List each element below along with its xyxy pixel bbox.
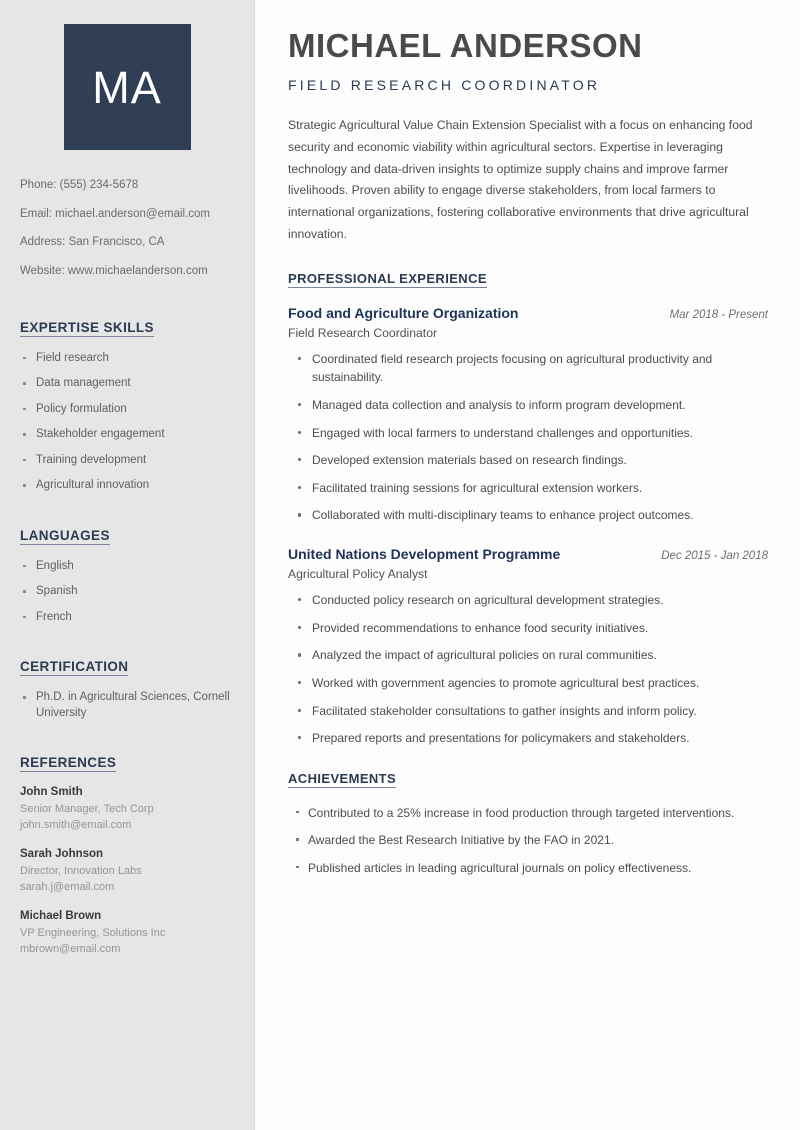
list-item: Coordinated field research projects focusing on agricultural productivity and sustainability. bbox=[288, 350, 768, 387]
reference-item bbox=[20, 848, 234, 896]
reference-item bbox=[20, 786, 234, 834]
expertise-skills-heading: EXPERTISE SKILLS bbox=[20, 319, 154, 335]
list-item: Training development bbox=[20, 453, 234, 469]
list-item: Worked with government agencies to promote agricultural best practices. bbox=[288, 674, 768, 693]
list-item: French bbox=[20, 610, 234, 626]
main-content bbox=[255, 0, 800, 1130]
experience-heading: PROFESSIONAL EXPERIENCE bbox=[288, 270, 487, 286]
reference-email[interactable]: sarah.j@email.com bbox=[20, 881, 115, 894]
expertise-skills-section bbox=[20, 292, 234, 494]
references-section bbox=[20, 731, 234, 958]
reference-role: Director, Innovation Labs bbox=[20, 865, 142, 878]
list-item: Engaged with local farmers to understand challenges and opportunities. bbox=[288, 424, 768, 443]
achievements-heading: ACHIEVEMENTS bbox=[288, 770, 397, 786]
languages-section bbox=[20, 504, 234, 626]
job-role: Field Research Coordinator bbox=[288, 325, 438, 340]
contact-email[interactable]: Email: michael.anderson@email.com bbox=[20, 207, 210, 220]
expertise-skills-list bbox=[20, 351, 234, 494]
languages-heading: LANGUAGES bbox=[20, 527, 110, 543]
avatar-wrap bbox=[20, 0, 234, 150]
list-item: Stakeholder engagement bbox=[20, 427, 234, 443]
professional-summary: Strategic Agricultural Value Chain Extension Specialist with a focus on enhancing food security and economic viability within agricultural sectors. Expertise in leveraging technology and data-driven insights to optimize supply chains and improve farmer livelihoods. Proven ability to engage diverse stakeholders, from local farmers to international organizations, fostering collaborative environments that drive agricultural innovation. bbox=[288, 118, 753, 241]
achievements-list bbox=[288, 804, 768, 878]
list-item: Published articles in leading agricultural journals on policy effectiveness. bbox=[288, 859, 768, 878]
list-item: Policy formulation bbox=[20, 402, 234, 418]
contact-address: Address: San Francisco, CA bbox=[20, 236, 165, 249]
languages-list bbox=[20, 559, 234, 626]
reference-role: VP Engineering, Solutions Inc bbox=[20, 927, 166, 940]
list-item: Contributed to a 25% increase in food production through targeted interventions. bbox=[288, 804, 768, 823]
reference-item bbox=[20, 910, 234, 958]
sidebar bbox=[0, 0, 255, 1130]
reference-name: Sarah Johnson bbox=[20, 848, 104, 861]
contact-phone: Phone: (555) 234-5678 bbox=[20, 179, 139, 191]
responsibility-list bbox=[288, 350, 768, 525]
list-item: Developed extension materials based on research findings. bbox=[288, 451, 768, 470]
list-item: Provided recommendations to enhance food security initiatives. bbox=[288, 619, 768, 638]
list-item: Ph.D. in Agricultural Sciences, Cornell University bbox=[20, 690, 234, 721]
reference-role: Senior Manager, Tech Corp bbox=[20, 803, 154, 816]
list-item: Awarded the Best Research Initiative by the FAO in 2021. bbox=[288, 831, 768, 850]
page-title: MICHAEL ANDERSON bbox=[288, 27, 643, 64]
employer-name: United Nations Development Programme bbox=[288, 545, 561, 562]
reference-email[interactable]: mbrown@email.com bbox=[20, 943, 121, 956]
list-item: Prepared reports and presentations for policymakers and stakeholders. bbox=[288, 729, 768, 748]
experience-entry bbox=[288, 545, 768, 748]
responsibility-list bbox=[288, 591, 768, 748]
references-heading: REFERENCES bbox=[20, 755, 117, 771]
employer-name: Food and Agriculture Organization bbox=[288, 304, 519, 321]
list-item: Managed data collection and analysis to inform program development. bbox=[288, 396, 768, 415]
list-item: Spanish bbox=[20, 584, 234, 600]
reference-name: John Smith bbox=[20, 786, 83, 799]
professional-title: FIELD RESEARCH COORDINATOR bbox=[288, 77, 601, 94]
list-item: Field research bbox=[20, 351, 234, 367]
contact-website[interactable]: Website: www.michaelanderson.com bbox=[20, 265, 208, 278]
list-item: Collaborated with multi-disciplinary teams to enhance project outcomes. bbox=[288, 506, 768, 525]
job-role: Agricultural Policy Analyst bbox=[288, 567, 428, 582]
list-item: Agricultural innovation bbox=[20, 478, 234, 494]
list-item: Analyzed the impact of agricultural policies on rural communities. bbox=[288, 646, 768, 665]
certification-heading: CERTIFICATION bbox=[20, 659, 129, 675]
reference-email[interactable]: john.smith@email.com bbox=[20, 819, 132, 832]
reference-name: Michael Brown bbox=[20, 910, 102, 923]
experience-entry bbox=[288, 304, 768, 525]
experience-entry-header bbox=[288, 545, 768, 563]
experience-entry-header bbox=[288, 304, 768, 322]
certification-list bbox=[20, 690, 234, 721]
employment-dates: Mar 2018 - Present bbox=[669, 308, 768, 321]
list-item: Facilitated training sessions for agricultural extension workers. bbox=[288, 479, 768, 498]
list-item: Conducted policy research on agricultural development strategies. bbox=[288, 591, 768, 610]
list-item: Data management bbox=[20, 376, 234, 392]
achievements-section bbox=[288, 770, 768, 878]
certification-section bbox=[20, 635, 234, 721]
experience-section bbox=[288, 270, 768, 748]
employment-dates: Dec 2015 - Jan 2018 bbox=[661, 549, 768, 562]
list-item: English bbox=[20, 559, 234, 575]
avatar bbox=[64, 24, 191, 150]
avatar-initials: MA bbox=[92, 61, 162, 113]
list-item: Facilitated stakeholder consultations to gather insights and inform policy. bbox=[288, 702, 768, 721]
contact-list bbox=[20, 177, 234, 280]
